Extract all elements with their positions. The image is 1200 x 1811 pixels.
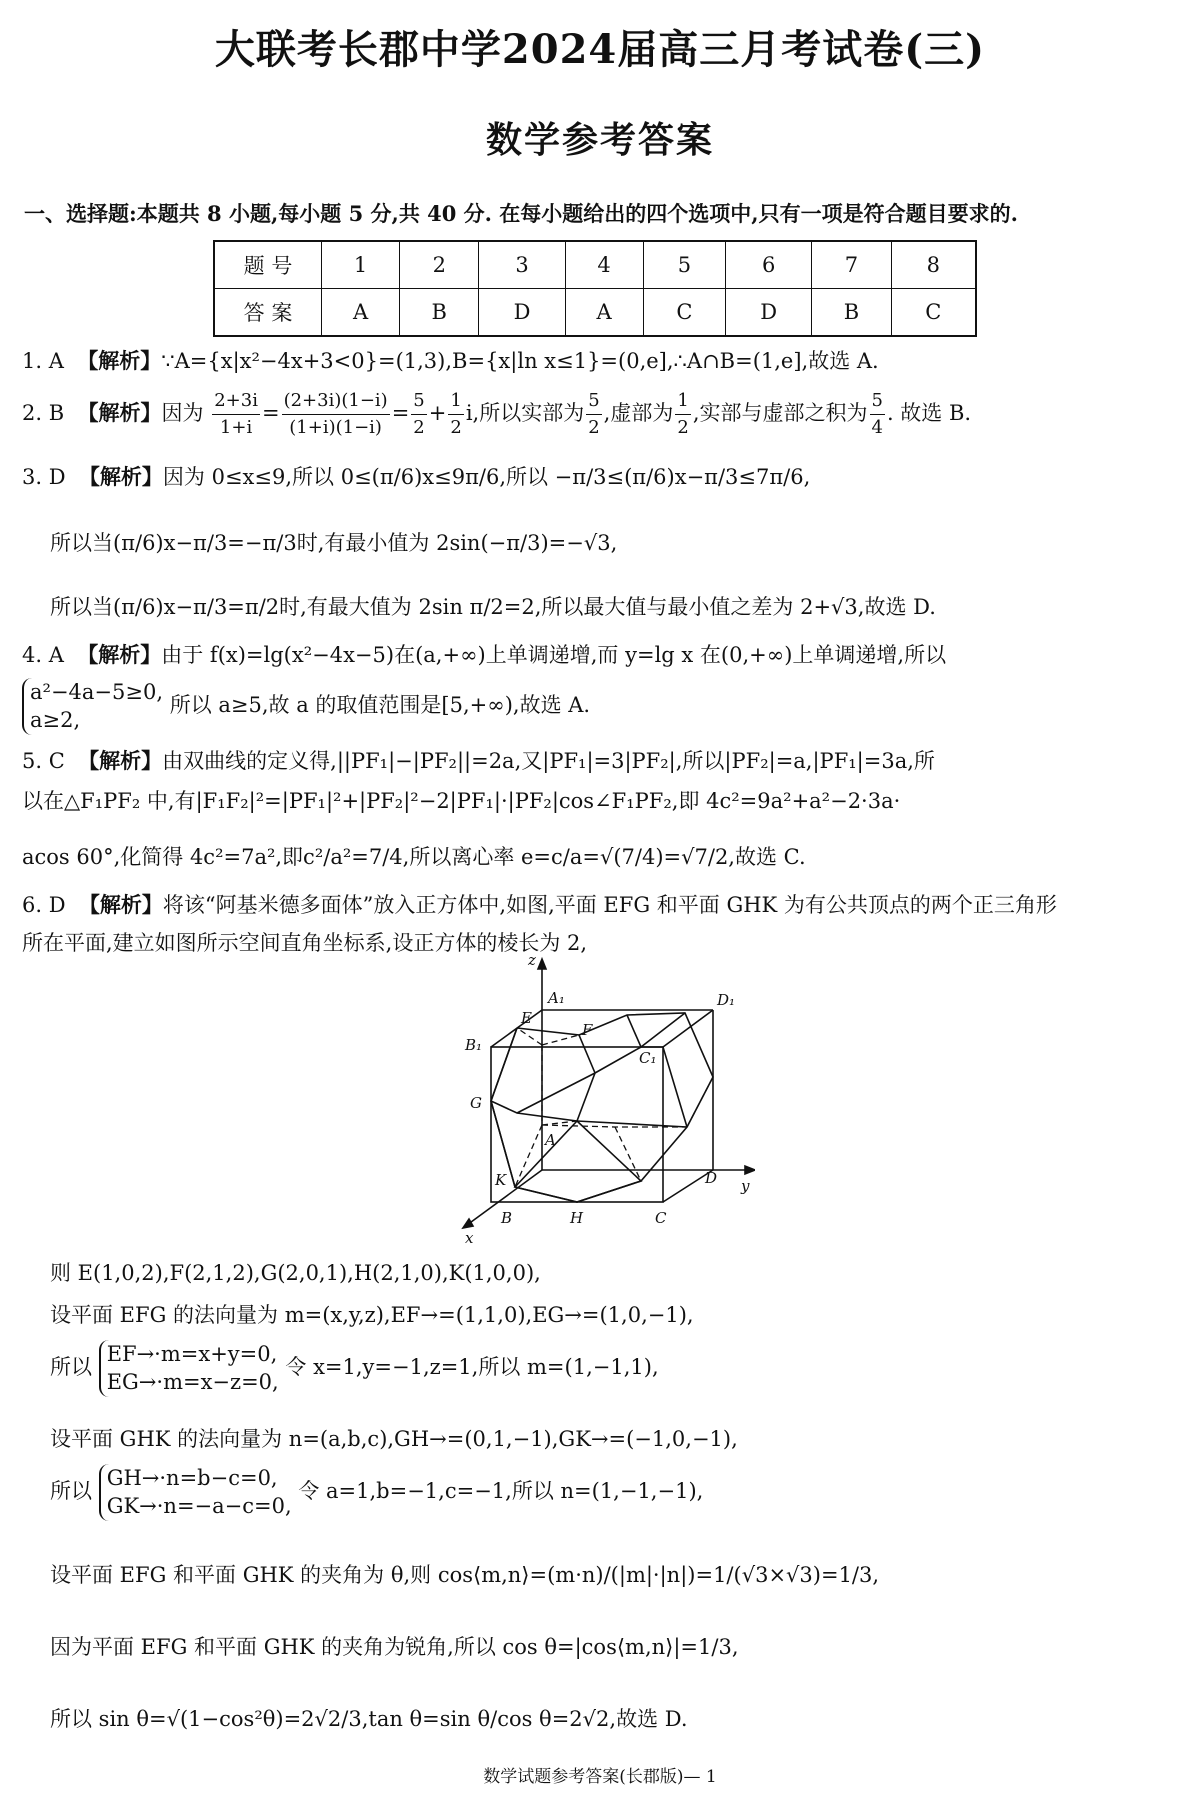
- table-cell: A: [322, 289, 400, 337]
- table-row-label: 题 号: [214, 241, 322, 289]
- solution-tag: 【解析】: [78, 892, 163, 917]
- solution-6: [22, 890, 1172, 920]
- solution-text: ∵A={x|x²−4x+3<0}=(1,3),B={x|ln x≤1}=(0,e],∴A∩B=(1,e],故选 A.: [161, 349, 879, 373]
- answer-table: [213, 240, 977, 337]
- solution-4-cases: [22, 678, 1172, 735]
- label-K: K: [495, 1171, 507, 1189]
- solution-6-points: 则 E(1,0,2),F(2,1,2),G(2,0,1),H(2,1,0),K(1,0,0),: [50, 1261, 541, 1285]
- table-cell: 7: [812, 241, 891, 289]
- solution-6-normal-m: 设平面 EFG 的法向量为 m=(x,y,z),EF→=(1,1,0),EG→=(1,0,−1),: [50, 1303, 694, 1327]
- text-fragment: . 故选 B.: [886, 401, 972, 426]
- label-H: H: [570, 1209, 584, 1227]
- table-row-numbers: [214, 241, 976, 289]
- y-axis-arrow: [745, 1166, 755, 1174]
- table-cell: 6: [726, 241, 812, 289]
- polyhedron-edge: [517, 1073, 595, 1113]
- solution-6-system-m: [50, 1340, 1170, 1397]
- solution-text: 因为 0≤x≤9,所以 0≤(π/6)x≤9π/6,所以 −π/3≤(π/6)x−π/3≤7π/6,: [162, 465, 811, 489]
- solution-text: 由双曲线的定义得,||PF₁|−|PF₂||=2a,又|PF₁|=3|PF₂|,所以|PF₂|=a,|PF₁|=3a,所: [162, 749, 935, 773]
- z-axis-arrow: [538, 959, 546, 969]
- table-cell: B: [400, 289, 479, 337]
- table-cell: 8: [891, 241, 976, 289]
- polyhedron-edge: [627, 1013, 685, 1047]
- solution-label: 1. A: [22, 349, 64, 373]
- solution-6-final: 所以 sin θ=√(1−cos²θ)=2√2/3,tan θ=sin θ/cos θ=2√2,故选 D.: [50, 1707, 688, 1731]
- z-label: z: [528, 955, 536, 969]
- label-B1: B₁: [465, 1036, 483, 1054]
- solution-text: 由于 f(x)=lg(x²−4x−5)在(a,+∞)上单调递增,而 y=lg x 在(0,+∞)上单调递增,所以: [161, 643, 947, 667]
- solution-1: [22, 346, 1172, 376]
- fraction: [675, 388, 690, 441]
- text-fragment: =: [391, 401, 410, 426]
- case-line: GK→·n=−a−c=0,: [106, 1494, 292, 1519]
- table-row-answers: [214, 289, 976, 337]
- solution-5-line2: 以在△F₁PF₂ 中,有|F₁F₂|²=|PF₁|²+|PF₂|²−2|PF₁|·|PF₂|cos∠F₁PF₂,即 4c²=9a²+a²−2·3a·: [22, 789, 901, 813]
- text-fragment: +: [428, 401, 447, 426]
- numerator: 1: [675, 388, 690, 415]
- solution-3: [22, 462, 1172, 492]
- table-cell: 4: [565, 241, 643, 289]
- case-line: EG→·m=x−z=0,: [106, 1370, 279, 1395]
- table-cell: 1: [322, 241, 400, 289]
- exam-title: 大联考长郡中学2024届高三月考试卷(三): [214, 26, 986, 73]
- fraction: [586, 388, 601, 441]
- label-B: B: [501, 1209, 513, 1227]
- section-heading: 一、选择题:本题共 8 小题,每小题 5 分,共 40 分. 在每小题给出的四个选项中,只有一项是符合题目要求的.: [24, 201, 1018, 226]
- hidden-edge: [615, 1127, 641, 1181]
- text-fragment: =: [261, 401, 280, 426]
- table-cell: A: [565, 289, 643, 337]
- solution-5: [22, 746, 1172, 776]
- numerator: 5: [411, 388, 426, 415]
- denominator: 2: [413, 417, 425, 439]
- text-fragment: 所以: [50, 1478, 92, 1503]
- polyhedron-edge: [491, 1028, 595, 1121]
- text-fragment: ,虚部为: [603, 401, 674, 426]
- solution-label: 5. C: [22, 749, 65, 773]
- text-fragment: 所以: [50, 1354, 92, 1379]
- y-label: y: [741, 1177, 750, 1195]
- label-D1: D₁: [717, 991, 736, 1009]
- fraction: [448, 388, 463, 441]
- table-cell: C: [643, 289, 725, 337]
- polyhedron-edge: [491, 1013, 713, 1202]
- solution-2: [22, 388, 1172, 441]
- label-E: E: [521, 1009, 532, 1027]
- solution-label: 2. B: [22, 401, 65, 426]
- table-cell: D: [479, 289, 565, 337]
- numerator: (2+3i)(1−i): [282, 388, 390, 415]
- case-brace: [99, 1464, 292, 1521]
- text-fragment: 令 a=1,b=−1,c=−1,所以 n=(1,−1,−1),: [298, 1478, 704, 1503]
- solution-6-line2: 所在平面,建立如图所示空间直角坐标系,设正方体的棱长为 2,: [22, 931, 588, 955]
- case-line: EF→·m=x+y=0,: [106, 1342, 278, 1366]
- x-axis-arrow: [463, 1219, 473, 1228]
- solution-4: [22, 640, 1172, 670]
- cube-edge: [663, 1010, 713, 1047]
- solution-6-acute: 因为平面 EFG 和平面 GHK 的夹角为锐角,所以 cos θ=|cos⟨m,n⟩|=1/3,: [50, 1635, 739, 1659]
- case-line: a≥2,: [30, 708, 81, 733]
- page-footer: 数学试题参考答案(长郡版)— 1: [483, 1767, 717, 1787]
- table-cell: 3: [479, 241, 565, 289]
- table-cell: C: [891, 289, 976, 337]
- fraction: [411, 388, 426, 441]
- subject-title: 数学参考答案: [485, 119, 714, 161]
- table-row-label: 答 案: [214, 289, 322, 337]
- label-C: C: [655, 1209, 667, 1227]
- case-line: GH→·n=b−c=0,: [106, 1466, 278, 1490]
- text-fragment: i,所以实部为: [465, 401, 585, 426]
- hidden-edge: [542, 1121, 577, 1125]
- solution-tag: 【解析】: [78, 464, 163, 489]
- solution-tag: 【解析】: [77, 400, 162, 426]
- fraction: [870, 388, 885, 441]
- solution-text: 所以 a≥5,故 a 的取值范围是[5,+∞),故选 A.: [169, 692, 591, 717]
- table-cell: B: [812, 289, 891, 337]
- case-brace: [99, 1340, 279, 1397]
- solution-tag: 【解析】: [77, 642, 162, 667]
- text-fragment: ,实部与虚部之积为: [692, 401, 868, 426]
- numerator: 5: [586, 388, 601, 415]
- denominator: 2: [677, 417, 689, 439]
- table-cell: 2: [400, 241, 479, 289]
- case-brace: [22, 678, 163, 735]
- table-cell: 5: [643, 241, 725, 289]
- case-line: a²−4a−5≥0,: [30, 680, 164, 704]
- hidden-edge: [542, 1035, 579, 1045]
- solution-3-line2: 所以当(π/6)x−π/3=−π/3时,有最小值为 2sin(−π/3)=−√3,: [50, 531, 618, 555]
- label-A: A: [545, 1131, 556, 1149]
- label-A1: A₁: [548, 989, 565, 1007]
- x-label: x: [465, 1229, 474, 1245]
- table-cell: D: [726, 289, 812, 337]
- label-D: D: [705, 1169, 718, 1187]
- polyhedron-edge: [515, 1121, 641, 1202]
- solution-6-system-n: [50, 1464, 1170, 1521]
- label-F: F: [582, 1021, 593, 1039]
- denominator: 2: [450, 417, 462, 439]
- fraction: [212, 388, 260, 441]
- text-fragment: 因为: [161, 401, 204, 426]
- numerator: 2+3i: [212, 388, 260, 415]
- solution-label: 6. D: [22, 893, 66, 917]
- label-G: G: [470, 1094, 482, 1112]
- text-fragment: 令 x=1,y=−1,z=1,所以 m=(1,−1,1),: [285, 1354, 659, 1379]
- denominator: (1+i)(1−i): [289, 417, 382, 439]
- solution-6-normal-n: 设平面 GHK 的法向量为 n=(a,b,c),GH→=(0,1,−1),GK→=(−1,0,−1),: [50, 1427, 738, 1451]
- numerator: 5: [870, 388, 885, 415]
- solution-5-line3: acos 60°,化简得 4c²=7a²,即c²/a²=7/4,所以离心率 e=c/a=√(7/4)=√7/2,故选 C.: [22, 845, 806, 869]
- numerator: 1: [448, 388, 463, 415]
- solution-tag: 【解析】: [78, 748, 163, 773]
- cube-polyhedron-figure: [455, 955, 755, 1245]
- solution-3-line3: 所以当(π/6)x−π/3=π/2时,有最大值为 2sin π/2=2,所以最大值与最小值之差为 2+√3,故选 D.: [50, 595, 936, 619]
- solution-label: 3. D: [22, 465, 66, 489]
- solution-6-cos: 设平面 EFG 和平面 GHK 的夹角为 θ,则 cos⟨m,n⟩=(m·n)/(|m|·|n|)=1/(√3×√3)=1/3,: [50, 1563, 880, 1587]
- solution-tag: 【解析】: [77, 348, 162, 373]
- denominator: 1+i: [219, 417, 253, 439]
- label-C1: C₁: [639, 1049, 657, 1067]
- denominator: 2: [588, 417, 600, 439]
- solution-text: 将该“阿基米德多面体”放入正方体中,如图,平面 EFG 和平面 GHK 为有公共顶点的两个正三角形: [162, 893, 1057, 917]
- fraction: [282, 388, 390, 441]
- solution-label: 4. A: [22, 643, 64, 667]
- denominator: 4: [871, 417, 883, 439]
